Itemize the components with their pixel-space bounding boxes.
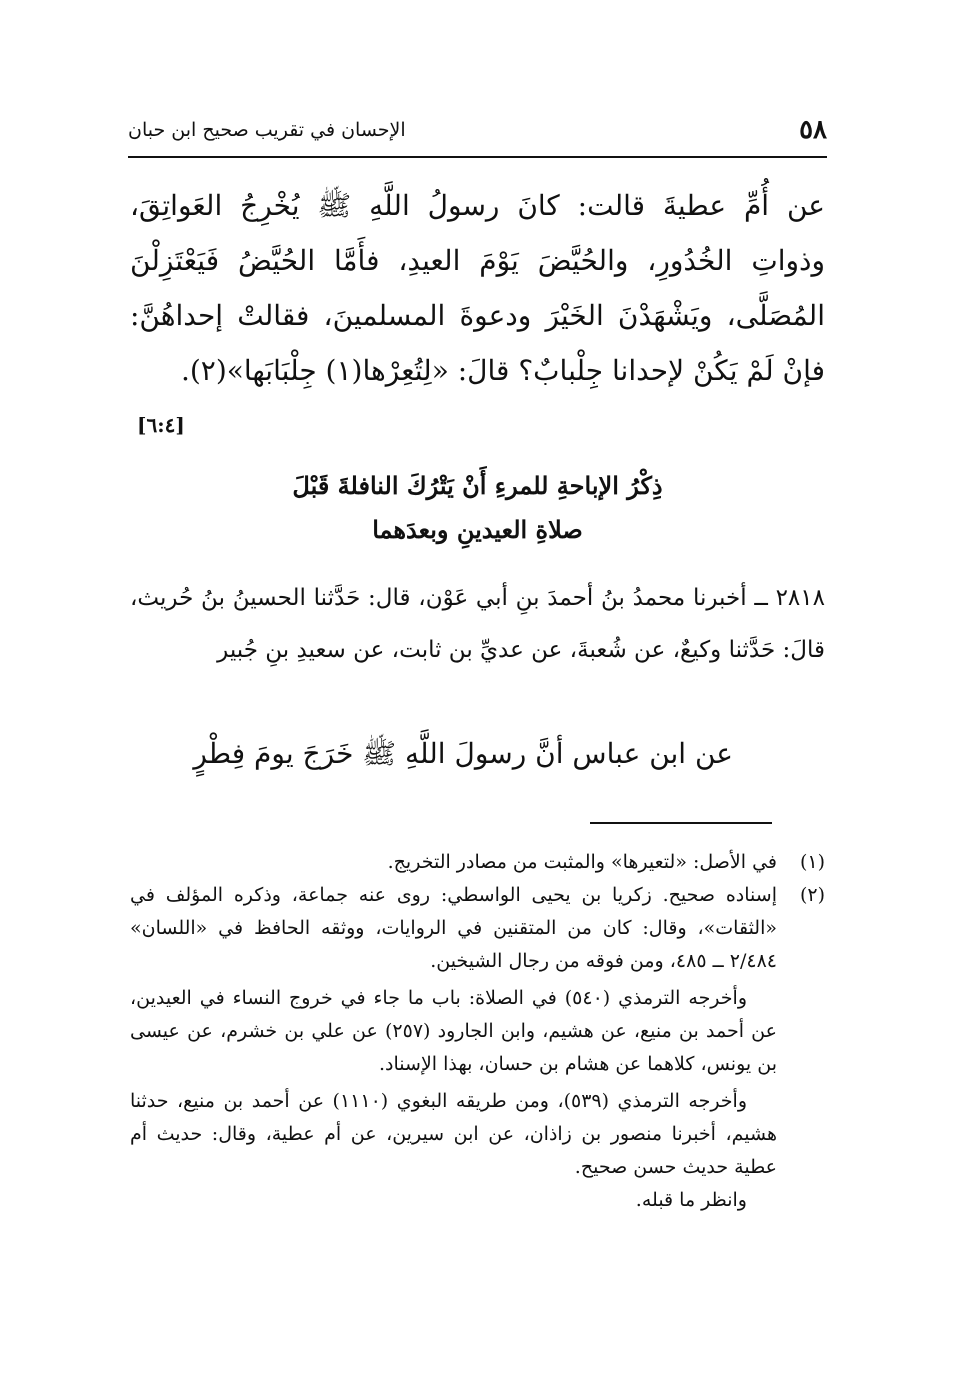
book-title: الإحسان في تقريب صحيح ابن حبان bbox=[128, 119, 406, 141]
section-heading bbox=[130, 464, 825, 552]
footnote-1 bbox=[130, 846, 825, 879]
section-heading-line-2: صلاةِ العيدينِ وبعدَهما bbox=[372, 515, 583, 544]
section-heading-line-1: ذِكْرُ الإباحةِ للمرءِ أَنْ يَتْرُكَ النافلةَ قَبْلَ bbox=[292, 471, 663, 500]
footnote-paragraph: إسناده صحيح. زكريا بن يحيى الواسطي: روى عنه جماعة، وذكره المؤلف في «الثقات»، وقال: كان من المتقنين في الروايات، ووثقه الحافظ في «اللسان» ٢/٤٨٤ ــ ٤٨٥، ومن فوقه من رجال الشيخين. bbox=[130, 884, 777, 972]
header-rule bbox=[128, 156, 827, 158]
footnote-paragraph: وانظر ما قبله. bbox=[635, 1189, 747, 1211]
page-number: ٥٨ bbox=[799, 115, 827, 145]
footnote-number: (١) bbox=[799, 851, 825, 873]
footnote-paragraph: وأخرجه الترمذي (٥٤٠) في الصلاة: باب ما جاء في خروج النساء في العيدين، عن أحمد بن منيع، عن هشيم، وابن الجارود (٢٥٧) عن علي بن خشرم، عن عيسى بن يونس، كلاهما عن هشام بن حسان، بهذا الإسناد. bbox=[130, 987, 777, 1075]
footnote-paragraph: وأخرجه الترمذي (٥٣٩)، ومن طريقه البغوي (١١١٠) عن أحمد بن منيع، حدثنا هشيم، أخبرنا منصور بن زاذان، عن ابن سيرين، عن أم عطية، وقال: حديث أم عطية حديث حسن صحيح. bbox=[130, 1090, 777, 1178]
hadith-reference: [٦:٤] bbox=[137, 413, 185, 437]
hadith-isnad: ٢٨١٨ ــ أخبرنا محمدُ بنُ أحمدَ بنِ أبي عَوْن، قال: حَدَّثنا الحسينُ بنُ حُريث، قالَ: حَدَّثنا وكيعٌ، عن شُعبةَ، عن عديِّ بن ثابت، عن سعيدِ بنِ جُبير bbox=[130, 585, 825, 663]
footnote-paragraph: في الأصل: «لتعيرها» والمثبت من مصادر التخريج. bbox=[387, 851, 777, 873]
hadith-opening: عن ابن عباس أنَّ رسولَ اللَّهِ ﷺ خَرَجَ يومَ فِطْرٍ bbox=[193, 737, 733, 770]
footnote-number: (٢) bbox=[799, 884, 825, 906]
footnotes bbox=[130, 846, 825, 1217]
running-header bbox=[128, 112, 827, 148]
footnote-separator bbox=[590, 822, 772, 824]
footnote-2 bbox=[130, 879, 825, 1217]
hadith-text: عن أُمِّ عطيةَ قالت: كانَ رسولُ اللَّهِ ﷺ يُخْرِجُ العَواتِقَ، وذواتِ الخُدُورِ، والحُيَّضَ يَوْمَ العيدِ، فأَمَّا الحُيَّضُ فَيَعْتَزِلْنَ المُصَلَّى، ويَشْهَدْنَ الخَيْرَ ودعوةَ المسلمينَ، فقالتْ إحداهُنَّ: فإنْ لَمْ يَكُنْ لإحدانا جِلْبابٌ؟ قالَ: «لِتُعِرْها(١) جِلْبَابَها»(٢). bbox=[130, 189, 825, 387]
